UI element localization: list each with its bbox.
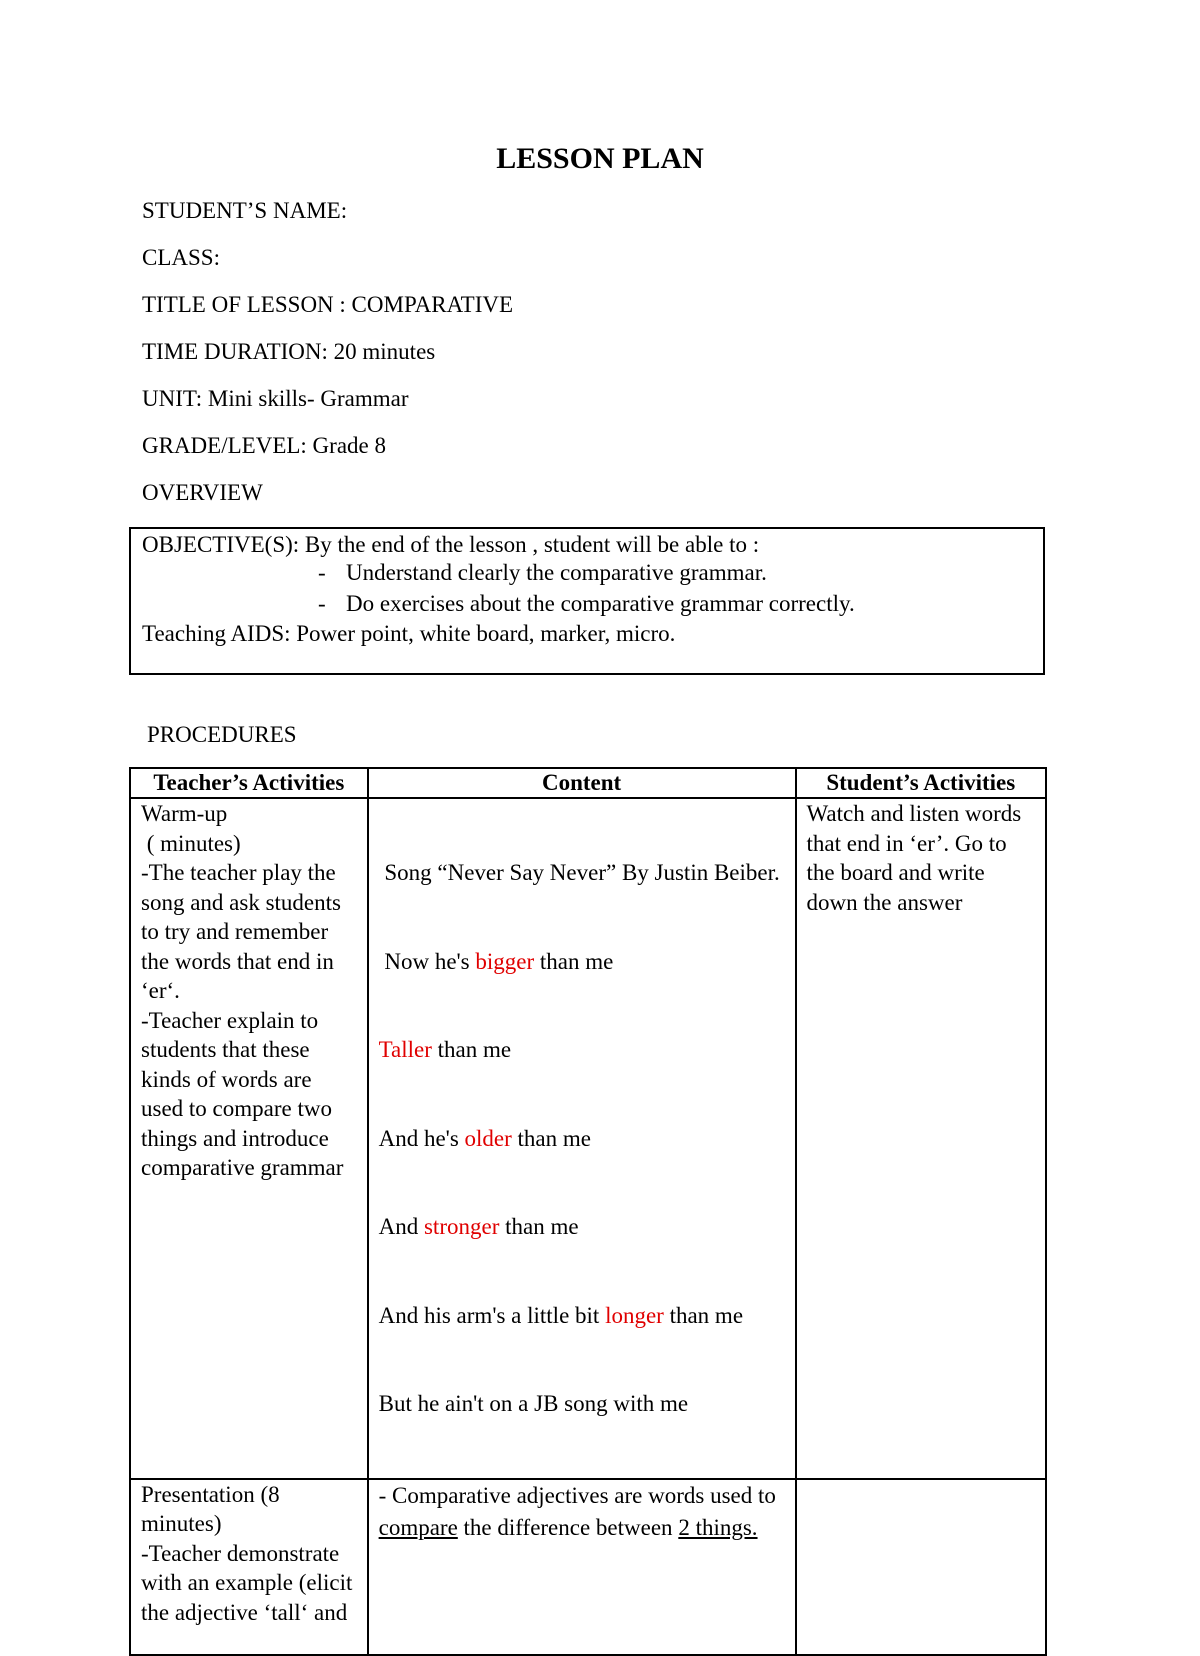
grade-level-field: GRADE/LEVEL: Grade 8 <box>142 433 386 458</box>
class-field: CLASS: <box>142 245 220 270</box>
unit-field: UNIT: Mini skills- Grammar <box>142 386 409 411</box>
overview-heading: OVERVIEW <box>142 480 263 505</box>
teaching-aids-value: Power point, white board, marker, micro. <box>296 621 676 646</box>
teaching-aids-line <box>142 621 675 647</box>
lesson-title-field: TITLE OF LESSON : COMPARATIVE <box>142 292 514 317</box>
objective-item: - Do exercises about the comparative grammar correctly. <box>318 591 855 616</box>
warmup-teacher-cell: Warm-up ( minutes) -The teacher play the song and ask students to try and remember the words that end in ‘er‘. -Teacher explain to students that these kinds of words are used to compare two things and introduce comparative grammar <box>130 798 368 1479</box>
table-row <box>130 1479 1046 1655</box>
highlighted-word: bigger <box>475 948 535 974</box>
warmup-content-cell: Song “Never Say Never” By Justin Beiber. Now he's bigger than me Taller than me And he's older than me And stronger than me And his arm's a little bit longer than me But he ain't on a JB song with me <box>368 798 796 1479</box>
objectives-intro-line <box>142 532 759 558</box>
objective-item: - Understand clearly the comparative grammar. <box>318 560 767 585</box>
warmup-student-cell: Watch and listen words that end in ‘er’. Go to the board and write down the answer <box>796 798 1046 1479</box>
page-title: LESSON PLAN <box>496 142 704 175</box>
bullet-dash: - <box>318 560 326 585</box>
table-row <box>130 798 1046 1479</box>
student-name-field: STUDENT’S NAME: <box>142 198 348 223</box>
highlighted-word: stronger <box>423 1214 500 1239</box>
highlighted-word: Taller <box>378 1037 432 1062</box>
presentation-student-cell <box>796 1479 1046 1655</box>
bullet-dash: - <box>318 591 326 616</box>
objectives-box <box>129 527 1045 675</box>
teaching-aids-label: Teaching AIDS: <box>142 621 291 646</box>
column-header-teacher: Teacher’s Activities <box>130 768 368 798</box>
objectives-label: OBJECTIVE(S): <box>142 532 300 557</box>
presentation-teacher-cell: Presentation (8 minutes) -Teacher demonstrate with an example (elicit the adjective ‘tall‘ and <box>130 1479 368 1655</box>
column-header-student: Student’s Activities <box>796 768 1046 798</box>
procedures-heading: PROCEDURES <box>147 722 297 747</box>
column-header-content: Content <box>368 768 796 798</box>
time-duration-field: TIME DURATION: 20 minutes <box>142 339 436 364</box>
table-header-row <box>130 768 1046 798</box>
procedures-table <box>129 767 1047 1656</box>
objectives-intro: By the end of the lesson , student will be able to : <box>304 532 760 557</box>
highlighted-word: longer <box>605 1302 664 1328</box>
highlighted-word: older <box>464 1125 512 1151</box>
presentation-content-cell: - Comparative adjectives are words used to compare the difference between 2 things. <box>368 1479 796 1655</box>
